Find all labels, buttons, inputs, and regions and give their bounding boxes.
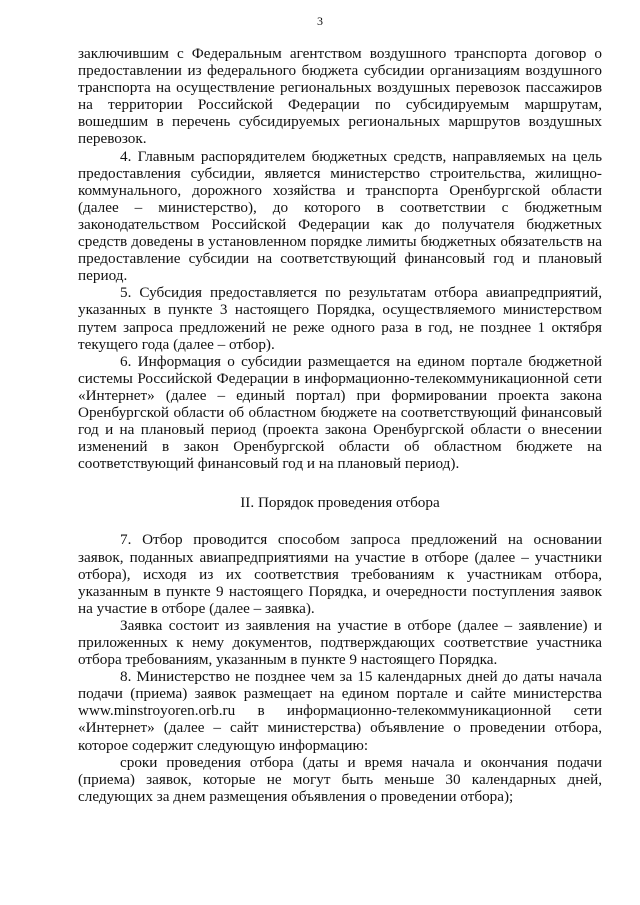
paragraph-item-4: 4. Главным распорядителем бюджетных средств, направляемых на цель предоставления субсидии, является министерство строительства, жилищно-коммунального, дорожного хозяйства и транспорта Оренбургской области (далее – министерство), до которого в соответствии с бюджетным законодательством Российской Федерации как до получателя бюджетных средств доведены в установленном порядке лимиты бюджетных обязательств на предоставление субсидии на соответствующий финансовый год и плановый период.: [78, 147, 602, 285]
paragraph-item-6: 6. Информация о субсидии размещается на едином портале бюджетной системы Российской Федерации в информационно-телекоммуникационной сети «Интернет» (далее – единый портал) при формировании проекта закона Оренбургской области об областном бюджете на соответствующий финансовый год и на плановый период (проекта закона Оренбургской области о внесении изменений в закон Оренбургской области об областном бюджете на соответствующий финансовый год и на плановый период).: [78, 352, 602, 473]
paragraph-continuation: заключившим с Федеральным агентством воздушного транспорта договор о предоставлении из федерального бюджета субсидии организациям воздушного транспорта на осуществление региональных воздушных перевозок пассажиров на территории Российской Федерации по субсидируемым маршрутам, вошедшим в перечень субсидируемых региональных маршрутов воздушных перевозок.: [78, 45, 602, 148]
paragraph-application: Заявка состоит из заявления на участие в отборе (далее – заявление) и приложенных к нему документов, подтверждающих соответствие участника отбора требованиям, указанным в пункте 9 настоящего Порядка.: [78, 616, 602, 669]
section-heading: II. Порядок проведения отбора: [240, 494, 440, 512]
document-body: [78, 45, 602, 805]
page-number: 3: [317, 14, 323, 28]
paragraph-item-8: 8. Министерство не позднее чем за 15 календарных дней до даты начала подачи (приема) заявок размещает на едином портале и сайте министерства www.minstroyoren.orb.ru в информационно-телекоммуникационной сети «Интернет» (далее – сайт министерства) объявление о проведении отбора, которое содержит следующую информацию:: [78, 668, 602, 754]
paragraph-item-5: 5. Субсидия предоставляется по результатам отбора авиапредприятий, указанных в пункте 3 настоящего Порядка, осуществляемого министерством путем запроса предложений не реже одного раза в год, не позднее 1 октября текущего года (далее – отбор).: [78, 284, 602, 353]
paragraph-item-7: 7. Отбор проводится способом запроса предложений на основании заявок, поданных авиапредприятиями на участие в отборе (далее – участники отбора), исходя из их соответствия требованиям к участникам отбора, указанным в пункте 9 настоящего Порядка, и очередности поступления заявок на участие в отборе (далее – заявка).: [78, 531, 602, 617]
paragraph-deadlines: сроки проведения отбора (даты и время начала и окончания подачи (приема) заявок, которые не могут быть меньше 30 календарных дней, следующих за днем размещения объявления о проведении отбора);: [78, 753, 602, 805]
